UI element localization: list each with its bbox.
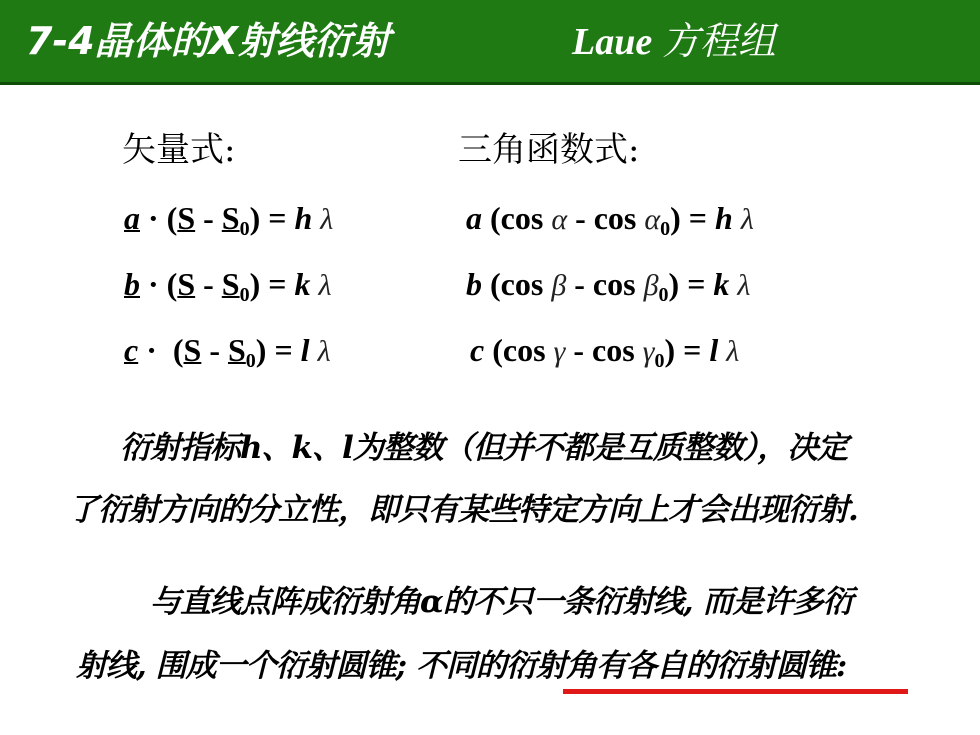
paragraph1-line1: 衍射指标h、k、l为整数（但并不都是互质整数），决定 [120, 430, 848, 466]
header-divider [0, 82, 980, 85]
paragraph2-line1: 与直线点阵成衍射角α的不只一条衍射线, 而是许多衍 [150, 584, 853, 620]
vector-equation-a: $a \cdot (S - S_0) = h$ λ [124, 200, 334, 240]
red-underline [563, 689, 908, 694]
section-title: 7-4晶体的X射线衍射 [26, 19, 390, 63]
trig-form-label: 三角函数式: [458, 130, 640, 170]
paragraph2-line2: 射线, 围成一个衍射圆锥; 不同的衍射角有各自的衍射圆锥: [76, 648, 847, 684]
title-bar [0, 0, 980, 82]
laue-word: Laue [572, 21, 653, 63]
paragraph1-line2: 了衍射方向的分立性，即只有某些特定方向上才会出现衍射. [68, 492, 858, 528]
trig-equation-b: b (cos $\beta - \cos \beta_0) = k$ λ [466, 266, 751, 306]
laue-title [572, 18, 776, 65]
vector-equation-b: $b \cdot (S - S_0) = k$ λ [124, 266, 332, 306]
vector-equation-c: $c \cdot (S - S_0) = l$ λ [124, 332, 331, 372]
vector-form-label: 矢量式: [122, 130, 236, 170]
equations-word: 方程组 [661, 19, 776, 63]
trig-equation-a: a (cos $\alpha - \cos \alpha_0) = h$ λ [466, 200, 754, 240]
trig-equation-c: c (cos $\gamma - \cos \gamma_0) = l$ λ [470, 332, 740, 372]
